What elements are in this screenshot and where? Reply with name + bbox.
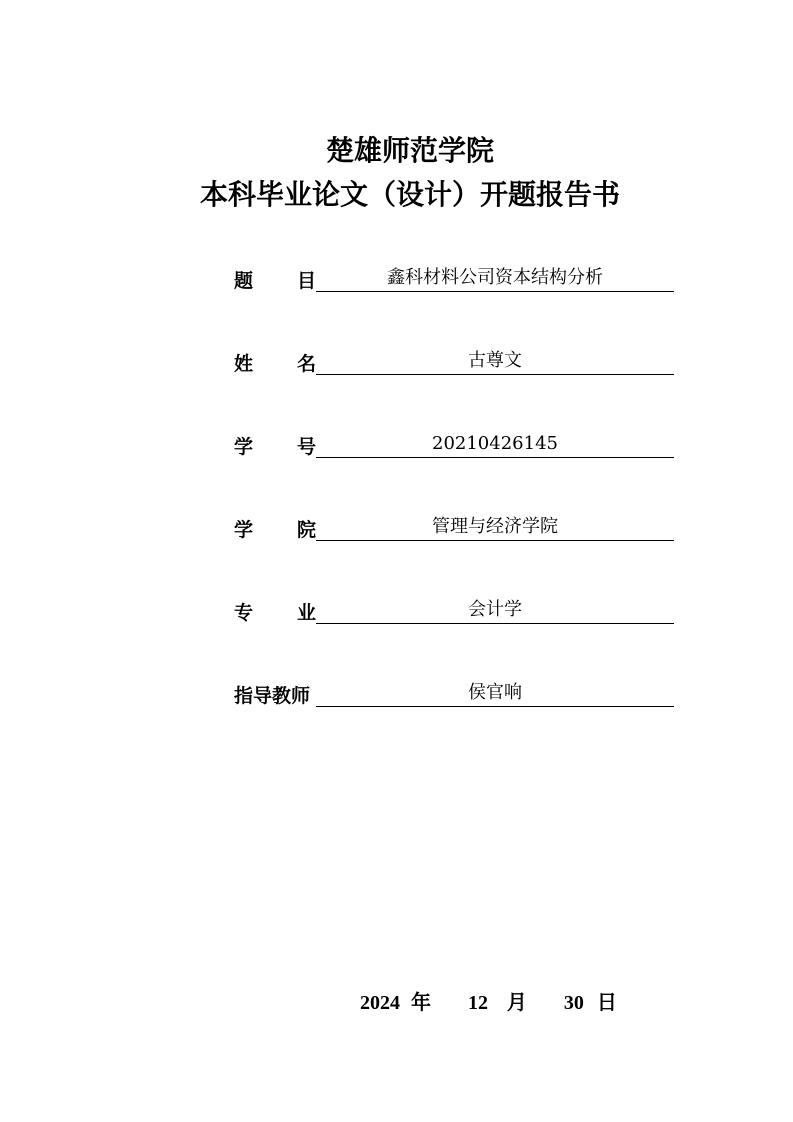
- field-student-id: [234, 432, 674, 458]
- date-year-unit: 年: [410, 990, 431, 1014]
- major-value: 会计学: [468, 599, 522, 620]
- field-underline: [316, 350, 674, 375]
- name-value: 古尊文: [468, 350, 522, 371]
- date-month: 12: [467, 992, 488, 1014]
- field-underline: [316, 516, 674, 541]
- report-date: [360, 992, 617, 1013]
- field-label: 学 号: [234, 436, 316, 458]
- date-day: 30: [563, 992, 584, 1014]
- field-topic: [234, 266, 674, 292]
- field-underline: [316, 433, 674, 458]
- field-college: [234, 515, 674, 541]
- date-month-unit: 月: [506, 990, 527, 1014]
- field-label: 姓 名: [234, 353, 316, 375]
- student-id-value: 20210426145: [432, 433, 558, 454]
- topic-value: 鑫科材料公司资本结构分析: [387, 267, 603, 288]
- field-underline: [316, 682, 674, 707]
- field-major: [234, 598, 674, 624]
- field-underline: [316, 599, 674, 624]
- college-value: 管理与经济学院: [432, 516, 558, 537]
- field-label: 学 院: [234, 519, 316, 541]
- date-year: 2024: [360, 992, 400, 1014]
- field-name: [234, 349, 674, 375]
- date-day-unit: 日: [596, 990, 617, 1014]
- field-label: 专 业: [234, 602, 316, 624]
- school-name: 楚雄师范学院: [325, 134, 494, 167]
- field-advisor: [234, 681, 674, 707]
- field-label: 题 目: [234, 270, 316, 292]
- document-title: 本科毕业论文（设计）开题报告书: [199, 178, 620, 211]
- field-label: 指导教师: [234, 685, 311, 707]
- field-underline: [316, 267, 674, 292]
- advisor-value: 侯官响: [468, 682, 522, 703]
